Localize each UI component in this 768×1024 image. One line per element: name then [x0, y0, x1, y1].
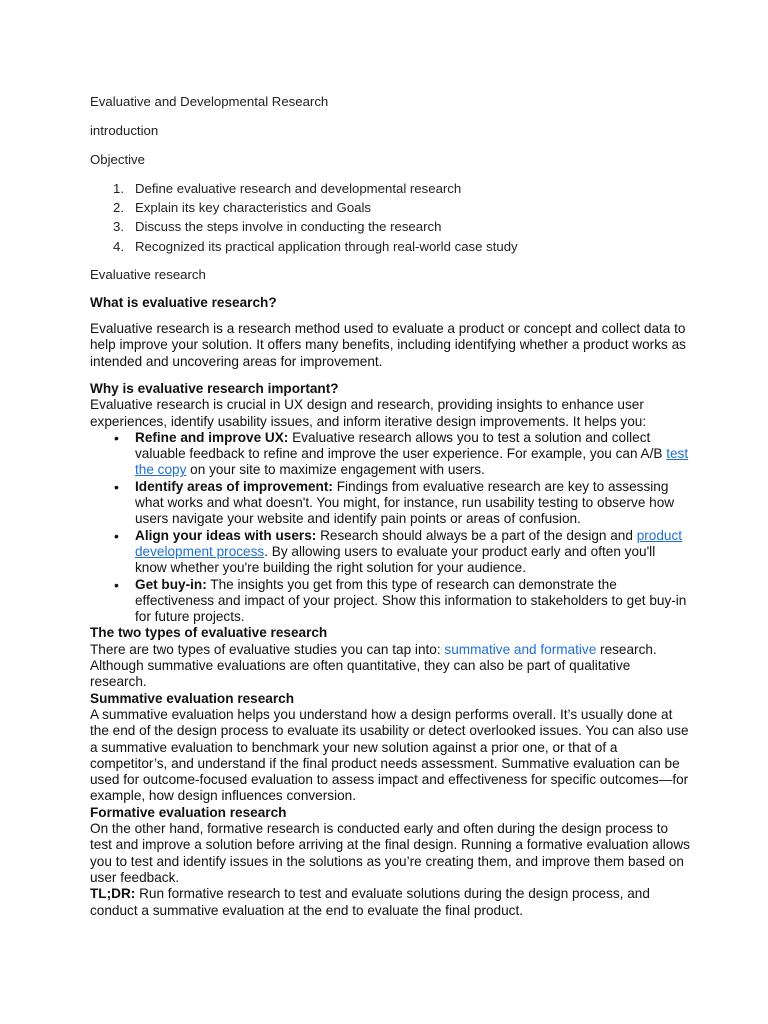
benefits-list [90, 430, 690, 626]
what-is-heading: What is evaluative research? [90, 295, 277, 310]
why-important-section [90, 381, 690, 919]
bullet-icon: • [114, 527, 119, 544]
bullet-icon: • [114, 478, 119, 495]
evaluative-research-heading: Evaluative research [90, 267, 206, 282]
list-item: • Get buy-in: The insights you get from this type of research can demonstrate the effectiveness and impact of your project. Show this information to stakeholders to get buy-in for future projects. [114, 576, 687, 625]
summative-paragraph: A summative evaluation helps you understand how a design performs overall. It’s usually done at the end of the design process to evaluate its usability or detect overlooked issues. You can also use a summative evaluation to benchmark your new solution against a prior one, or that of a competitor’s, and understand if the final product needs assessment. Summative evaluation can be used for outcome-focused evaluation to assess impact and effectiveness for specific outcomes—for example, how design influences conversion. [90, 706, 689, 804]
list-item: 2. Explain its key characteristics and Goals [113, 200, 372, 216]
product-development-process-link[interactable]: product development process [135, 527, 683, 559]
list-item: • Refine and improve UX: Evaluative research allows you to test a solution and collect valuable feedback to refine and improve the user experience. For example, you can A/B test the copy on your site to maximize engagement with users. [114, 429, 689, 478]
list-item: • Align your ideas with users: Research should always be a part of the design and product development process. By allowing users to evaluate your product early and often you'll know whether you're building the right solution for your audience. [114, 527, 683, 576]
bullet-icon: • [114, 576, 119, 593]
why-important-paragraph: Evaluative research is crucial in UX design and research, providing insights to enhance user experiences, identify usability issues, and inform iterative design improvements. It helps you: [90, 397, 647, 429]
document-title: Evaluative and Developmental Research [90, 94, 329, 109]
formative-heading: Formative evaluation research [90, 804, 287, 820]
objectives-list [90, 181, 690, 258]
list-item: 3. Discuss the steps involve in conducting the research [113, 219, 442, 235]
why-important-heading: Why is evaluative research important? [90, 381, 339, 396]
two-types-heading: The two types of evaluative research [90, 625, 328, 641]
what-is-paragraph: Evaluative research is a research method used to evaluate a product or concept and collect data to help improve your solution. It offers many benefits, including identifying whether a product works as intended and uncovering areas for improvement. [90, 321, 686, 369]
formative-paragraph: On the other hand, formative research is conducted early and often during the design process to test and improve a solution before arriving at the final design. Running a formative evaluation allows you to test and identify issues in the solutions as you’re creating them, and improve them based on user feedback. [90, 821, 690, 885]
list-item: 4. Recognized its practical application through real-world case study [113, 238, 518, 254]
summative-heading: Summative evaluation research [90, 690, 294, 706]
tldr-paragraph: TL;DR: Run formative research to test and evaluate solutions during the design process, and conduct a summative evaluation at the end to evaluate the final product. [90, 886, 650, 918]
objective-heading: Objective [90, 152, 145, 167]
introduction-heading: introduction [90, 123, 159, 138]
summative-and-formative-link[interactable]: summative and formative [444, 641, 597, 657]
list-item: 1. Define evaluative research and developmental research [113, 181, 462, 196]
bullet-icon: • [114, 429, 119, 446]
test-the-copy-link[interactable]: test the copy [135, 446, 689, 478]
list-item: • Identify areas of improvement: Findings from evaluative research are key to assessing what works and what doesn't. You might, for instance, run usability testing to observe how users navigate your website and identify pain points or areas of confusion. [114, 478, 675, 527]
two-types-paragraph: There are two types of evaluative studies you can tap into: summative and formative research. Although summative evaluations are often quantitative, they can also be part of qualitative research. [90, 641, 657, 690]
